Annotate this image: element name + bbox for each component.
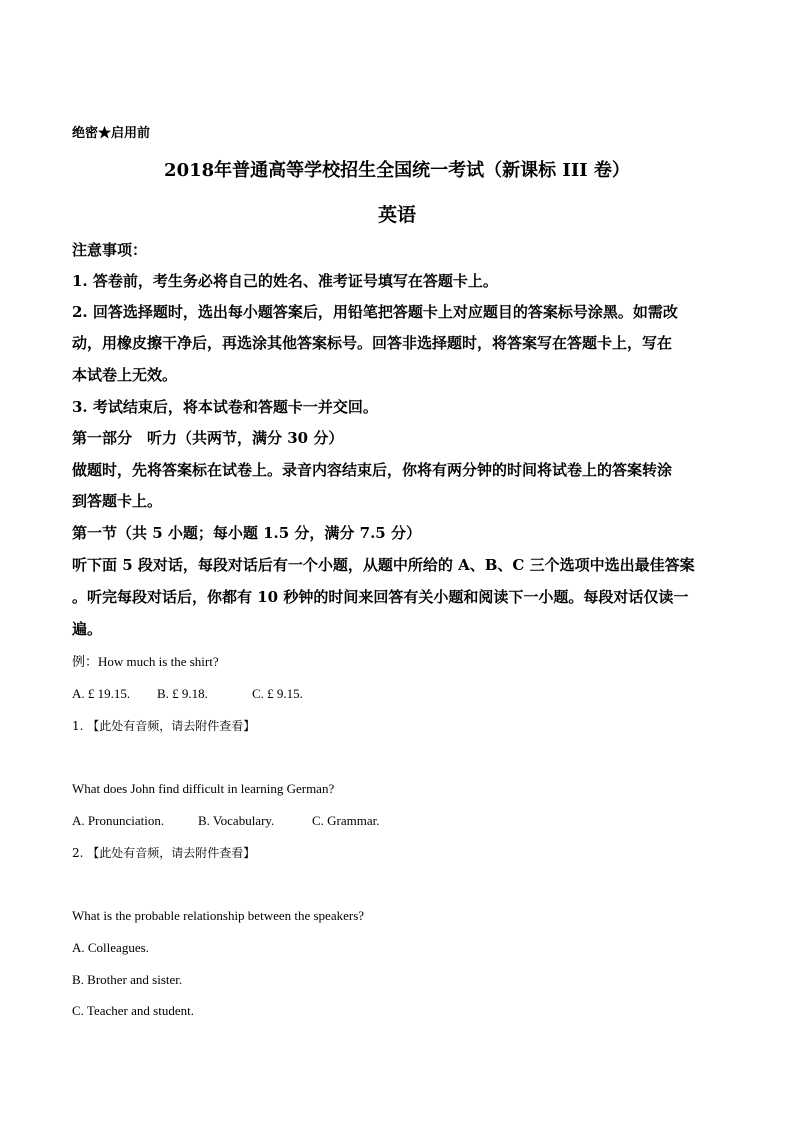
section1-instructions-line-2: 。听完每段对话后，你都有 10 秒钟的时间来回答有关小题和阅读下一小题。每段对话仅读一 <box>72 588 689 606</box>
part1-heading: 第一部分 听力（共两节，满分 30 分） <box>72 429 344 447</box>
section1-instructions-line-3: 遍。 <box>72 620 103 638</box>
note-item-2-line-3: 本试卷上无效。 <box>72 366 178 384</box>
example-option-c: C. £ 9.15. <box>252 686 303 701</box>
note-item-1: 1. 答卷前，考生务必将自己的姓名、准考证号填写在答题卡上。 <box>72 272 498 290</box>
question-2-audio-note: 2. 【此处有音频，请去附件查看】 <box>72 846 256 860</box>
exam-title: 2018年普通高等学校招生全国统一考试（新课标 III 卷） <box>164 160 630 181</box>
question-1-option-a: A. Pronunciation. <box>72 813 165 828</box>
question-1-text: What does John find difficult in learning German? <box>72 781 335 796</box>
question-1-audio-note: 1. 【此处有音频，请去附件查看】 <box>72 719 256 733</box>
question-1-options <box>72 812 380 830</box>
question-2-option-a: A. Colleagues. <box>72 940 149 955</box>
question-2-option-b: B. Brother and sister. <box>72 972 183 987</box>
part1-intro-line-2: 到答题卡上。 <box>72 492 163 510</box>
secret-mark: 绝密★启用前 <box>72 126 151 141</box>
question-2-option-c: C. Teacher and student. <box>72 1003 194 1018</box>
note-item-2-line-2: 动，用橡皮擦干净后，再选涂其他答案标号。回答非选择题时，将答案写在答题卡上，写在 <box>72 334 673 352</box>
example-option-a: A. £ 19.15. <box>72 686 131 701</box>
example-option-b: B. £ 9.18. <box>157 686 208 701</box>
example-options <box>72 685 303 703</box>
note-item-3: 3. 考试结束后，将本试卷和答题卡一并交回。 <box>72 398 378 416</box>
example-question: 例：How much is the shirt? <box>72 654 219 669</box>
part1-intro-line-1: 做题时，先将答案标在试卷上。录音内容结束后，你将有两分钟的时间将试卷上的答案转涂 <box>72 461 673 479</box>
question-1-option-c: C. Grammar. <box>312 813 380 828</box>
section1-instructions-line-1: 听下面 5 段对话，每段对话后有一个小题，从题中所给的 A、B、C 三个选项中选出最佳答案 <box>72 556 695 574</box>
question-2-text: What is the probable relationship between the speakers? <box>72 908 365 923</box>
note-item-2-line-1: 2. 回答选择题时，选出每小题答案后，用铅笔把答题卡上对应题目的答案标号涂黑。如需改 <box>72 303 678 321</box>
subject-title: 英语 <box>377 204 416 226</box>
question-1-option-b: B. Vocabulary. <box>198 813 275 828</box>
notes-heading: 注意事项： <box>72 241 148 259</box>
section1-heading: 第一节（共 5 小题；每小题 1.5 分，满分 7.5 分） <box>72 524 421 542</box>
